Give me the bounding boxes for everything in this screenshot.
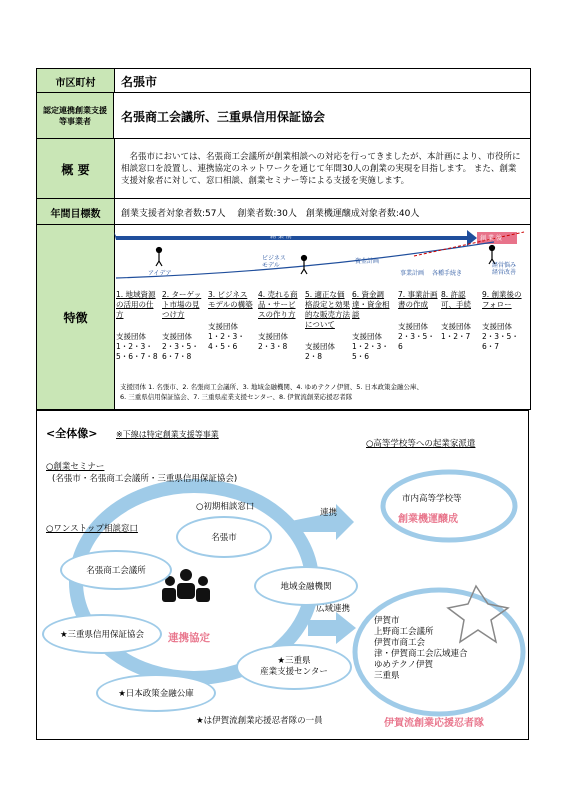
step-5 (305, 290, 351, 362)
municipality-label: 市区町村 (37, 69, 115, 93)
step-groups: 2・3・5・6・7 (482, 332, 519, 351)
step-groups-label: 支援団体 (162, 332, 192, 341)
step-9 (482, 290, 526, 352)
features-label: 特徴 (37, 225, 115, 409)
diagram-note: ※下線は特定創業支援等事業 (116, 430, 219, 439)
oval-cci: 名張商工会議所 (60, 550, 172, 590)
step-7 (398, 290, 438, 352)
seminar-label: ○創業セミナー (46, 462, 105, 472)
timeline-graphic (114, 226, 529, 286)
row-partners (36, 92, 531, 139)
iga-item: ゆめテクノ伊賀 (374, 660, 433, 670)
stick-label-plan: 資金計画 (355, 258, 380, 265)
overview-text: 名張市においては、名張商工会議所が創業相談への対応を行ってきましたが、本計画により、市役所に相談窓口を設置し、連携協定のネットワークを通じて年間30人の創業の実現を目指します。 また、創業支援対象者に対して、窓口相談、創業セミナー等による支援を実施します。 (121, 152, 521, 186)
step-2 (162, 290, 206, 362)
pre-founding-arrow (114, 230, 477, 246)
seminar-sub: (名張市・名張商工会議所・三重県信用保証協会) (52, 474, 238, 484)
step-groups-label: 支援団体 (482, 322, 512, 331)
step-3 (208, 290, 254, 352)
school-caption: 創業機運醸成 (398, 514, 458, 525)
iga-item: 伊賀市商工会 (374, 638, 426, 648)
municipality-value: 名張市 (121, 74, 158, 89)
step-title: 9. 創業後のフォロー (482, 290, 522, 309)
partners-label: 認定連携創業支援等事業者 (37, 93, 114, 139)
step-groups: 1・2・3・5・6・7・8 (116, 342, 158, 361)
stick-label-idea: アイデア (148, 270, 172, 277)
post-founding-label: 創 業 後 (480, 235, 502, 242)
initial-consult-label: ○初期相談窓口 (196, 502, 255, 512)
oval-guarantee: ★三重県信用保証協会 (42, 614, 162, 654)
iga-item: 三重県 (374, 671, 400, 681)
step-4 (258, 290, 302, 352)
step-groups-label: 支援団体 (258, 332, 288, 341)
step-title: 4. 売れる商品・サービスの作り方 (258, 290, 298, 319)
step-groups: 2・3・8 (258, 342, 288, 351)
targets-label: 年間目標数 (37, 199, 115, 225)
step-title: 7. 事業計画書の作成 (398, 290, 438, 309)
iga-item: 伊賀市 (374, 616, 400, 626)
step-title: 6. 資金調達・資金相談 (352, 290, 390, 319)
diagram-title: <全体像> (46, 427, 98, 440)
iga-item: 津・伊賀商工会広域連合 (374, 649, 468, 659)
step-groups-label: 支援団体 (208, 322, 238, 331)
targets-text: 創業支援者対象者数:57人 創業者数:30人 創業機運醸成対象者数:40人 (121, 208, 420, 219)
overview-label: 概 要 (37, 139, 115, 199)
step-6 (352, 290, 396, 362)
step-groups-label: 支援団体 (116, 332, 146, 341)
highschool-label: ○高等学校等への起業家派遣 (366, 439, 476, 449)
step-groups: 1・2・7 (441, 332, 471, 341)
step-groups: 1・2・3・4・5・6 (208, 332, 245, 351)
pre-founding-label: 創 業 前 (270, 233, 292, 240)
stick-label-permit: 各種手続き (432, 270, 463, 277)
school-oval-label: 市内高等学校等 (402, 494, 462, 504)
row-targets (36, 198, 531, 225)
legend-line-2: 6. 三重県信用保証協会、7. 三重県産業支援センター、8. 伊賀流創業応援忍者隊 (120, 393, 353, 401)
oval-city: 名張市 (176, 516, 272, 558)
stick-label-biz: 事業計画 (400, 270, 425, 277)
step-groups: 2・3・5・6 (398, 332, 435, 351)
step-8 (441, 290, 479, 342)
row-overview (36, 138, 531, 199)
kouiki-arrow (308, 612, 356, 644)
renkei-label: 連携 (320, 508, 338, 518)
step-groups: 2・8 (305, 352, 323, 361)
stick-label-worry: 経営悩み 経営改善 (492, 262, 517, 276)
iga-caption: 伊賀流創業応援忍者隊 (384, 718, 484, 729)
stick-label-model: ビジネス モデル (262, 255, 286, 269)
legend-line-1: 支援団体 1. 名張市、2. 名張商工会議所、3. 地域金融機関、4. ゆめテクノ伊賀、5. 日本政策金融公庫、 (120, 383, 424, 391)
iga-item: 上野商工会議所 (374, 627, 434, 637)
step-groups-label: 支援団体 (352, 332, 382, 341)
oval-jfc: ★日本政策金融公庫 (96, 674, 216, 712)
step-title: 1. 地域資源の活用の仕方 (116, 290, 156, 319)
step-title: 2. ターゲット市場の見つけ方 (162, 290, 202, 319)
partners-value: 名張商工会議所、三重県信用保証協会 (121, 109, 326, 124)
center-label: 連携協定 (168, 632, 210, 644)
school-oval (383, 472, 515, 540)
step-title: 8. 許認可、手続 (441, 290, 471, 309)
oval-bank: 地域金融機関 (254, 566, 358, 606)
step-1 (116, 290, 160, 362)
step-groups: 2・3・5・6・7・8 (162, 342, 199, 361)
step-groups-label: 支援団体 (441, 322, 471, 331)
row-municipality (36, 68, 531, 93)
star-note: ★は伊賀流創業応援忍者隊の一員 (196, 716, 323, 726)
onestop-label: ○ワンストップ相談窓口 (46, 524, 138, 534)
step-groups-label: 支援団体 (398, 322, 428, 331)
step-title: 3. ビジネスモデルの構築 (208, 290, 253, 309)
step-groups-label: 支援団体 (305, 342, 335, 351)
step-groups: 1・2・3・5・6 (352, 342, 389, 361)
iga-list (374, 616, 468, 682)
kouiki-label: 広域連携 (316, 604, 351, 614)
oval-industry: ★三重県 産業支援センター (236, 644, 352, 690)
step-title: 5. 適正な価格設定と効果的な販売方法について (305, 290, 350, 329)
